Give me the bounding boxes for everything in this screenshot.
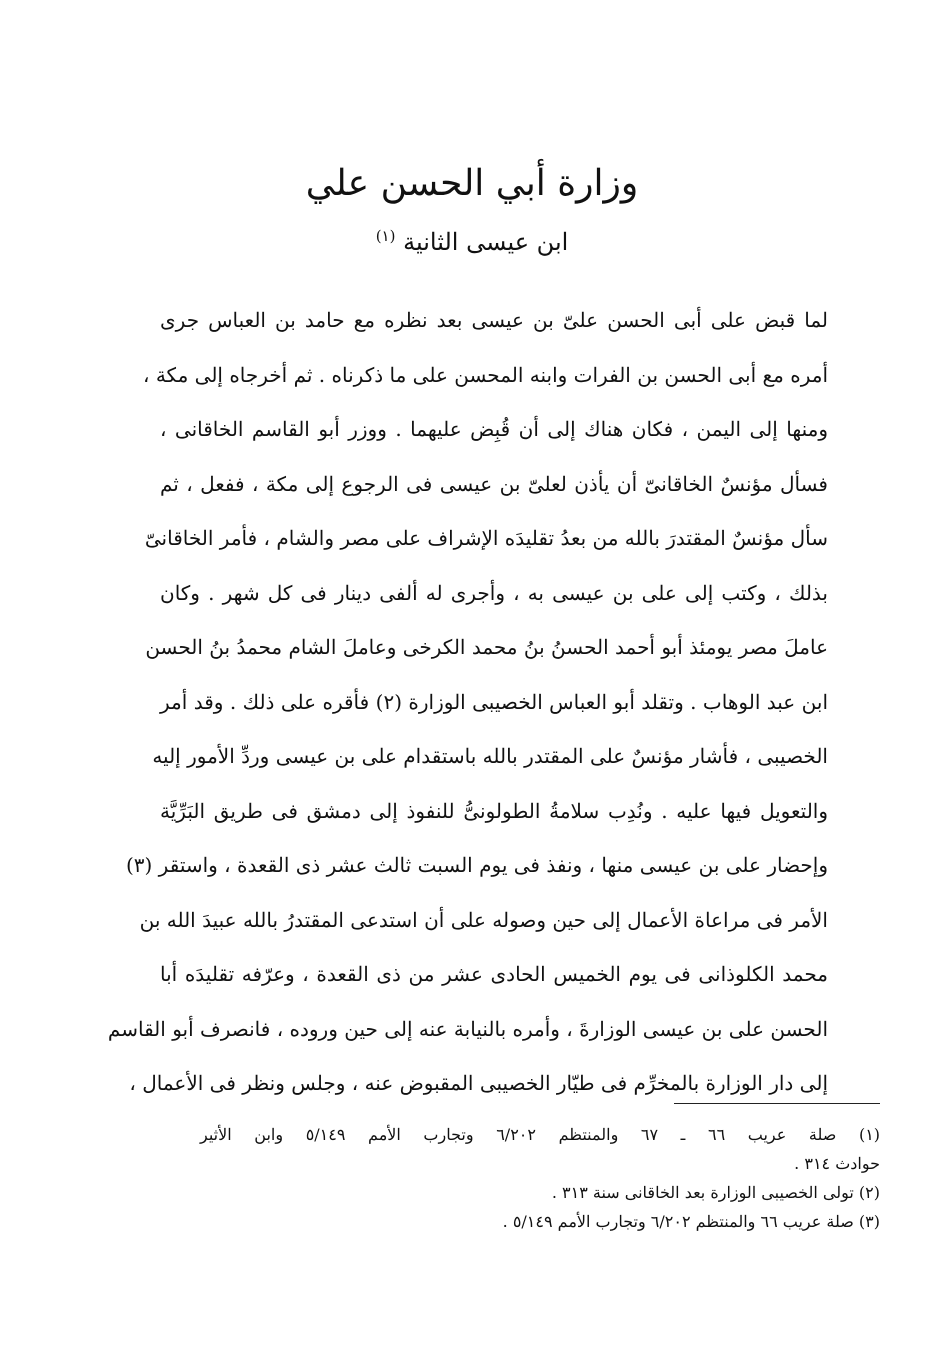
text-line: الخصيبى ، فأشار مؤنسٌ على المقتدر بالله باستقدام على بن عيسى وردِّ الأمور إليه	[152, 744, 828, 768]
footnote-2: (٢) تولى الخصيبى الوزارة بعد الخاقانى سنة ٣١٣ .	[551, 1183, 880, 1202]
text-line: عاملَ مصر يومئذ أبو أحمد الحسنُ بنُ محمد الكرخى وعاملَ الشام محمدُ بنُ الحسن	[145, 635, 828, 659]
chapter-title: وزارة أبي الحسن علي	[305, 163, 639, 204]
text-line: إلى دار الوزارة بالمخرِّم فى طيّار الخصيبى المقبوض عنه ، وجلس ونظر فى الأعمال ،	[129, 1071, 828, 1095]
footnote-ref-1: (١)	[375, 227, 396, 245]
text-line: ومنها إلى اليمن ، فكان هناك إلى أن قُبِض عليهما . ووزر أبو القاسم الخاقانى ،	[160, 417, 828, 441]
text-line: أمره مع أبى الحسن بن الفرات وابنه المحسن على ما ذكرناه . ثم أخرجاه إلى مكة ،	[143, 362, 828, 387]
text-line: بذلك ، وكتب إلى على بن عيسى به ، وأجرى له ألفى دينار فى كل شهر . وكان	[160, 580, 828, 605]
chapter-subtitle	[0, 222, 944, 262]
text-line: فسأل مؤنسٌ الخاقانىّ أن يأذن لعلىّ بن عيسى فى الرجوع إلى مكة ، ففعل ، ثم	[160, 471, 828, 496]
text-line: والتعويل فيها عليه . ونُدِب سلامةُ الطولونىُّ للنفوذ إلى دمشق فى طريق البَرِّيَّة	[160, 798, 828, 823]
footnote-3: (٣) صلة عريب ٦٦ والمنتظم ٦/٢٠٢ وتجارب الأمم ٥/١٤٩ .	[502, 1212, 880, 1231]
text-line: الأمر فى مراعاة الأعمال إلى حين وصوله على أن استدعى المقتدرُ بالله عبيدَ الله بن	[139, 907, 828, 932]
text-line: لما قبض على أبى الحسن علىّ بن عيسى بعد نظره مع حامد بن العباس جرى	[160, 308, 828, 332]
footnote-1-continued: حوادث ٣١٤ .	[794, 1154, 880, 1173]
body-paragraph	[107, 298, 828, 1116]
text-line: ابن عبد الوهاب . وتقلد أبو العباس الخصيبى الوزارة (٢) فأقره على ذلك . وقد أمر	[160, 689, 828, 714]
text-line: الحسن على بن عيسى الوزارةَ ، وأمره بالنيابة عنه إلى حين وروده ، فانصرف أبو القاسم	[107, 1016, 828, 1041]
footnotes	[200, 1120, 880, 1236]
text-line: محمد الكلوذانى فى يوم الخميس الحادى عشر من ذى القعدة ، وعرّفه تقليدَه أبا	[160, 962, 828, 986]
text-line: سأل مؤنسٌ المقتدرَ بالله من بعدُ تقليدَه الإشراف على مصر والشام ، فأمر الخاقانىّ	[144, 526, 828, 550]
subtitle-text: ابن عيسى الثانية	[403, 228, 569, 256]
footnote-1: (١) صلة عريب ٦٦ ـ ٦٧ والمنتظم ٦/٢٠٢ وتجارب الأمم ٥/١٤٩ وابن الأثير	[200, 1125, 881, 1144]
footnote-divider	[674, 1103, 880, 1104]
text-line: وإحضار على بن عيسى منها ، ونفذ فى يوم السبت ثالث عشر ذى القعدة ، واستقر (٣)	[125, 853, 828, 877]
